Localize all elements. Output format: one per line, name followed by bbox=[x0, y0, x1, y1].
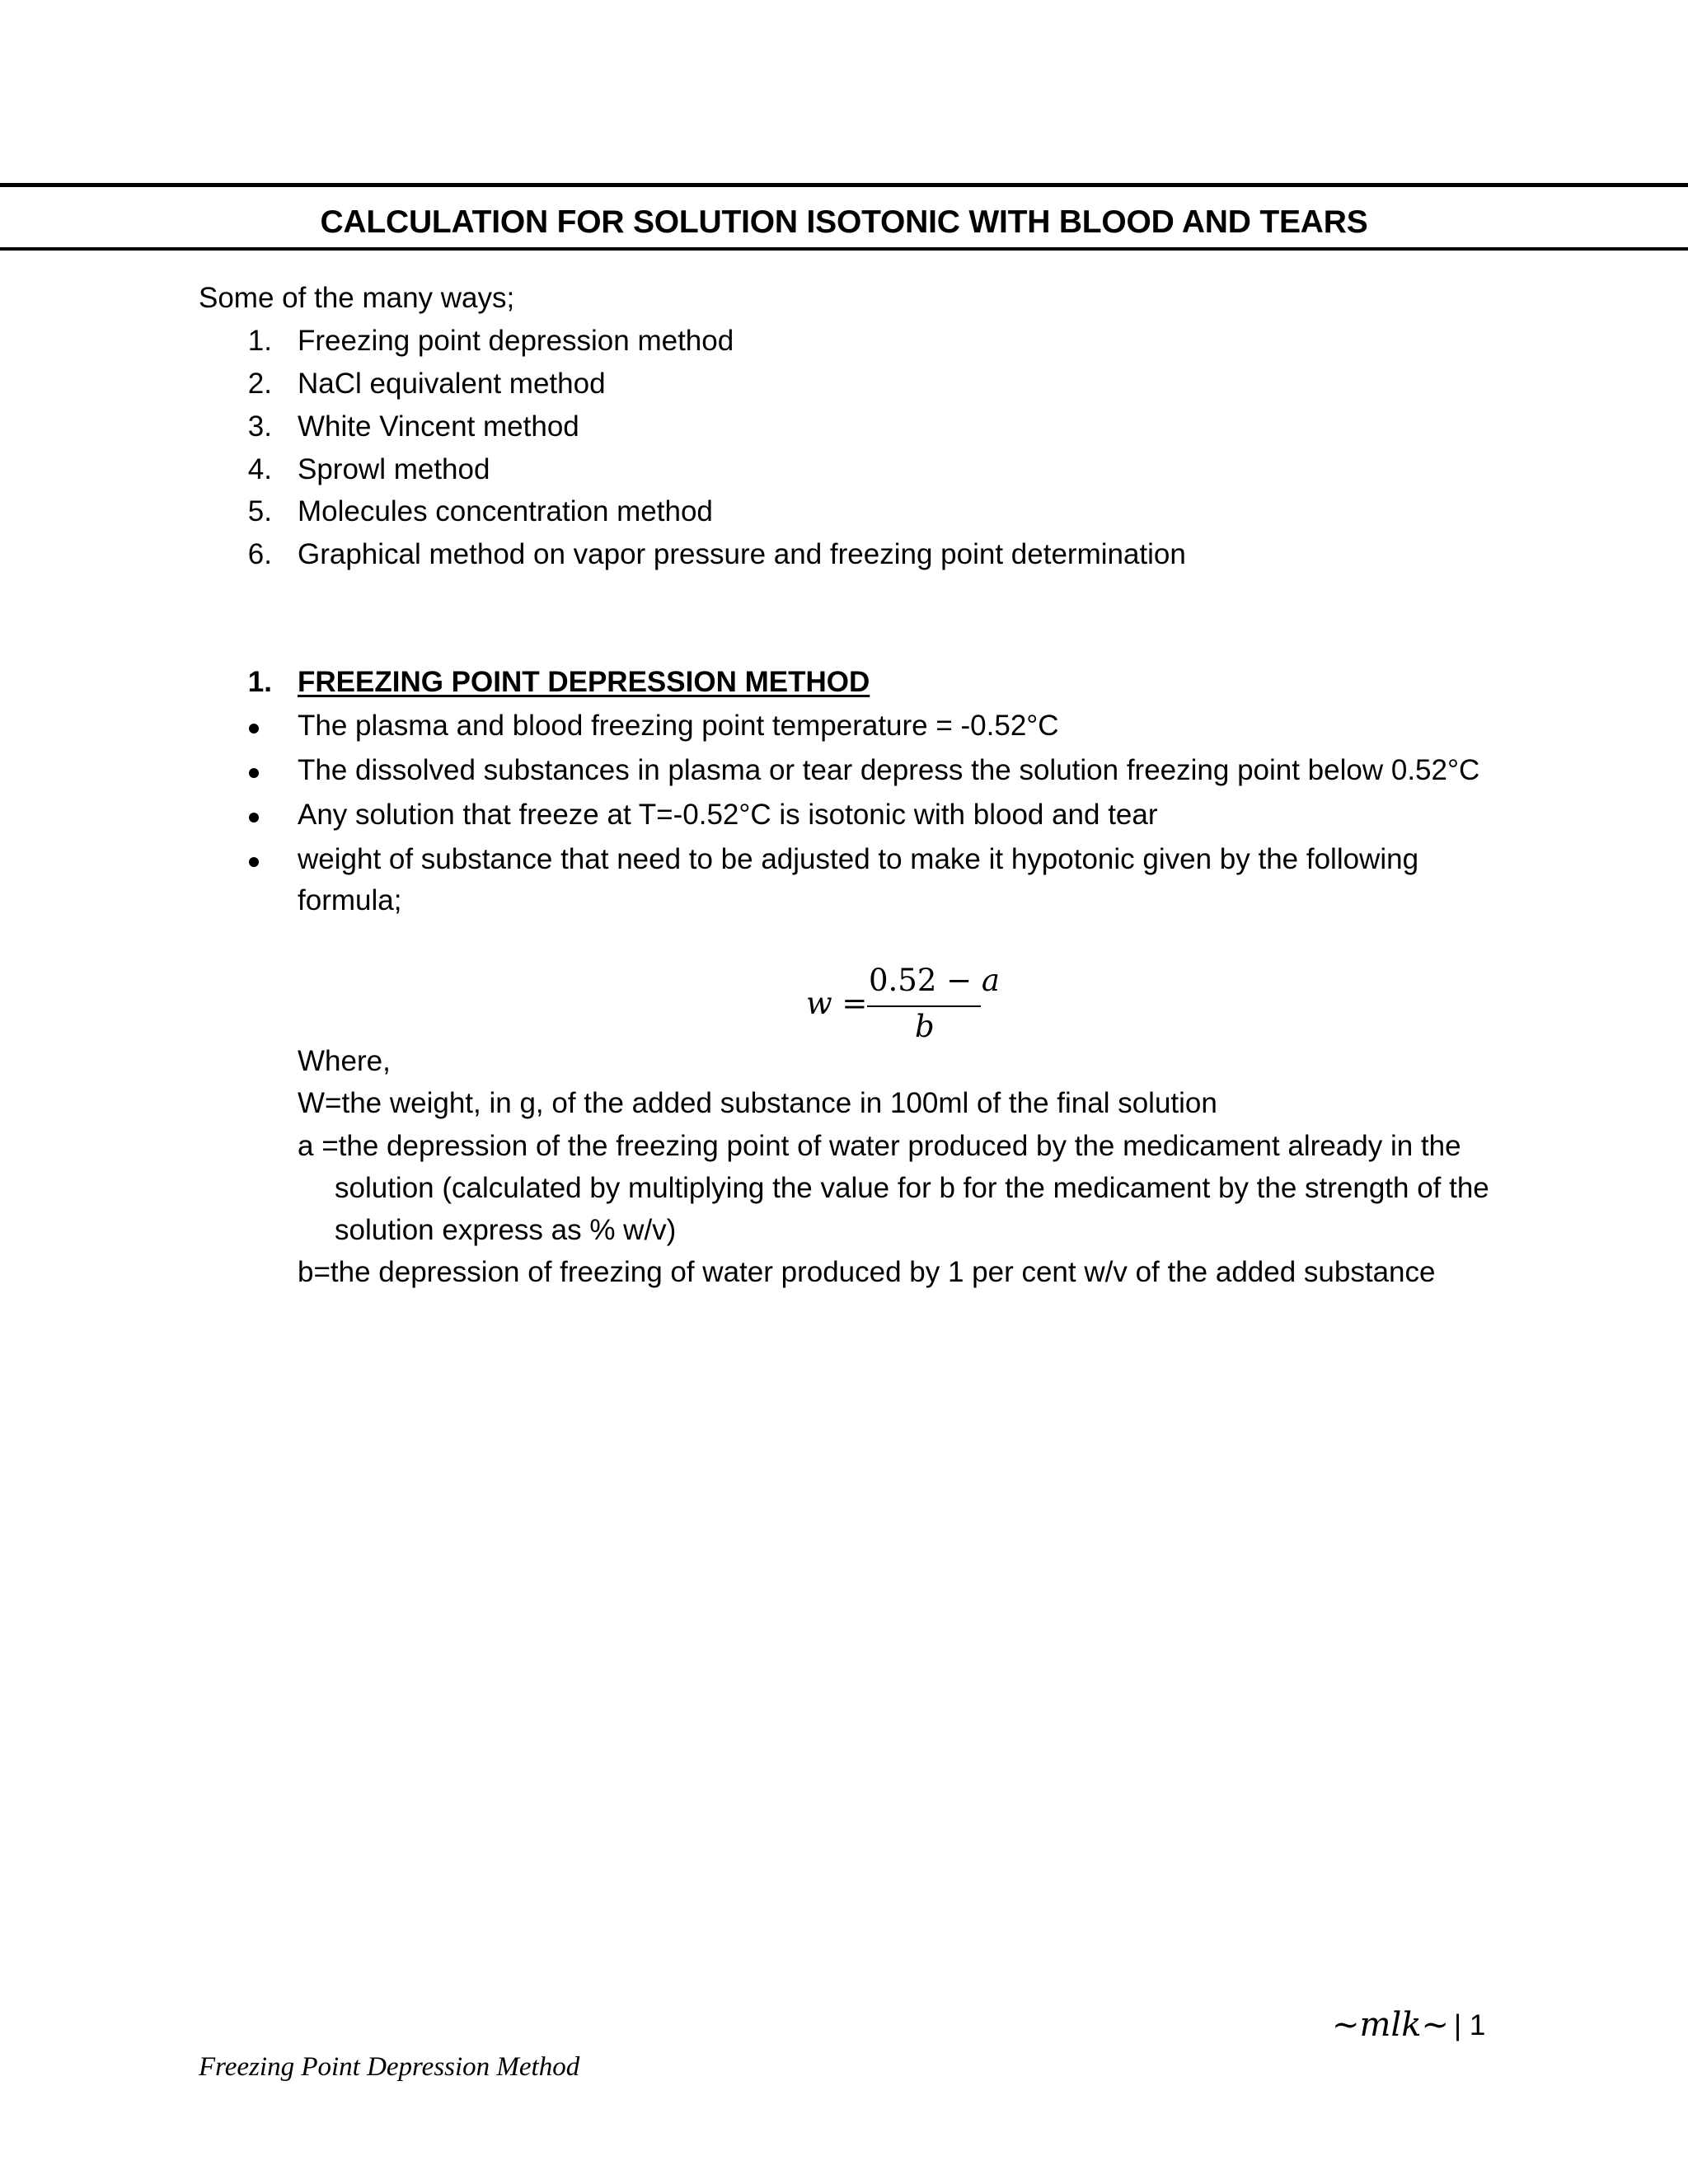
bullet-icon bbox=[249, 857, 259, 867]
formula-numerator-variable: a bbox=[981, 963, 1000, 998]
formula-lhs: w = bbox=[806, 986, 868, 1021]
list-item-text: The plasma and blood freezing point temperature = -0.52°C bbox=[298, 710, 1059, 742]
intro-text: Some of the many ways; bbox=[199, 282, 515, 314]
definition-a: a =the depression of the freezing point of water produced by the medicament already in the bbox=[298, 1130, 1461, 1162]
list-item-text: Freezing point depression method bbox=[298, 325, 734, 357]
list-item-text-continued: formula; bbox=[298, 884, 402, 916]
list-item-number: 5. bbox=[247, 495, 272, 527]
bullet-icon bbox=[249, 768, 259, 778]
section-number: 1. bbox=[247, 666, 272, 698]
list-item-number: 2. bbox=[247, 368, 272, 400]
title-top-rule bbox=[0, 183, 1688, 187]
section-heading: FREEZING POINT DEPRESSION METHOD bbox=[298, 666, 870, 698]
where-label: Where, bbox=[298, 1045, 391, 1077]
definition-b: b=the depression of freezing of water produced by 1 per cent w/v of the added substance bbox=[298, 1256, 1436, 1288]
title-bottom-rule bbox=[0, 247, 1688, 251]
list-item-text: NaCl equivalent method bbox=[298, 368, 606, 400]
list-item-text: The dissolved substances in plasma or tear depress the solution freezing point below 0.52°C bbox=[298, 754, 1480, 786]
list-item-number: 1. bbox=[247, 325, 272, 357]
formula-numerator bbox=[869, 963, 1000, 998]
list-item-number: 4. bbox=[247, 453, 272, 485]
list-item-text: Sprowl method bbox=[298, 453, 490, 485]
formula-denominator: b bbox=[915, 1009, 935, 1044]
list-item-text: Any solution that freeze at T=-0.52°C is isotonic with blood and tear bbox=[298, 799, 1158, 831]
author-signature: ~mlk~ bbox=[1332, 2006, 1449, 2044]
list-item-text: weight of substance that need to be adjusted to make it hypotonic given by the following bbox=[298, 843, 1419, 875]
bullet-icon bbox=[249, 724, 259, 733]
definition-a-continued-2: solution express as % w/v) bbox=[335, 1214, 677, 1246]
page-number: | 1 bbox=[1454, 2009, 1486, 2041]
list-item-text: Graphical method on vapor pressure and freezing point determination bbox=[298, 538, 1186, 570]
formula-numerator-value: 0.52 − bbox=[869, 963, 982, 998]
fraction-bar bbox=[867, 1005, 981, 1007]
running-footer: Freezing Point Depression Method bbox=[199, 2052, 580, 2082]
list-item-text: Molecules concentration method bbox=[298, 495, 713, 527]
bullet-icon bbox=[249, 813, 259, 823]
list-item-number: 6. bbox=[247, 538, 272, 570]
definition-a-continued-1: solution (calculated by multiplying the value for b for the medicament by the strength of the bbox=[335, 1172, 1489, 1204]
definition-w: W=the weight, in g, of the added substance in 100ml of the final solution bbox=[298, 1087, 1217, 1119]
list-item-text: White Vincent method bbox=[298, 410, 579, 443]
page-title: CALCULATION FOR SOLUTION ISOTONIC WITH BLOOD AND TEARS bbox=[320, 204, 1368, 240]
list-item-number: 3. bbox=[247, 410, 272, 443]
